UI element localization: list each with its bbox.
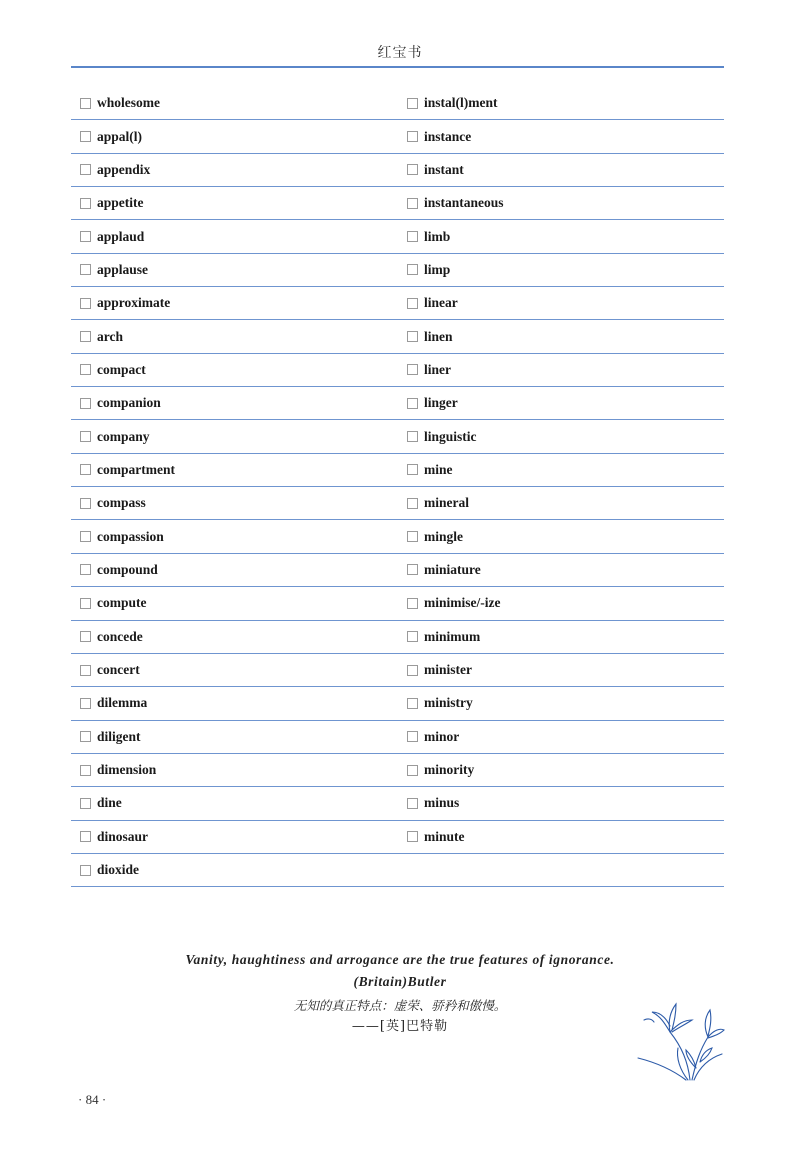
word-entry	[397, 687, 724, 720]
word-entry	[397, 754, 724, 787]
checklist-row	[71, 320, 724, 353]
word-label: wholesome	[97, 95, 160, 111]
word-checkbox[interactable]	[80, 598, 91, 609]
word-checkbox[interactable]	[407, 464, 418, 475]
word-entry	[397, 187, 724, 220]
word-checkbox[interactable]	[80, 264, 91, 275]
word-checkbox[interactable]	[407, 631, 418, 642]
word-entry	[71, 87, 397, 120]
word-checkbox[interactable]	[80, 631, 91, 642]
word-checkbox[interactable]	[80, 464, 91, 475]
word-checkbox[interactable]	[407, 498, 418, 509]
word-checkbox[interactable]	[407, 331, 418, 342]
quote-author-chinese: ——[英]巴特勒	[351, 1019, 449, 1034]
word-checkbox[interactable]	[80, 865, 91, 876]
word-entry	[397, 520, 724, 553]
word-entry	[397, 154, 724, 187]
word-checkbox[interactable]	[80, 765, 91, 776]
page-number: · 84 ·	[78, 1092, 107, 1107]
word-checkbox[interactable]	[80, 831, 91, 842]
checklist-row	[71, 487, 724, 520]
word-label: minimise/-ize	[424, 595, 501, 611]
word-entry	[71, 587, 397, 620]
checklist-row	[71, 287, 724, 320]
word-entry	[71, 821, 397, 854]
word-checkbox[interactable]	[407, 598, 418, 609]
checklist-row	[71, 120, 724, 153]
word-label: approximate	[97, 295, 171, 311]
checklist-row	[71, 187, 724, 220]
word-entry	[71, 420, 397, 453]
checklist-row	[71, 687, 724, 720]
word-checkbox[interactable]	[407, 665, 418, 676]
word-label: miniature	[424, 561, 481, 577]
word-label: concert	[97, 662, 140, 678]
word-label: minimum	[424, 628, 481, 644]
word-entry	[71, 387, 397, 420]
word-label: liner	[424, 361, 451, 377]
word-entry	[397, 721, 724, 754]
word-checkbox[interactable]	[407, 531, 418, 542]
word-checkbox[interactable]	[407, 131, 418, 142]
checklist-row	[71, 420, 724, 453]
word-entry	[397, 854, 724, 887]
word-label: dioxide	[97, 862, 140, 878]
word-label: applause	[97, 261, 149, 277]
word-entry	[397, 87, 724, 120]
word-checkbox[interactable]	[407, 198, 418, 209]
word-label: dimension	[97, 762, 157, 778]
word-entry	[397, 487, 724, 520]
word-label: companion	[97, 395, 161, 411]
word-checkbox[interactable]	[407, 298, 418, 309]
word-entry	[71, 854, 397, 887]
word-checkbox[interactable]	[80, 398, 91, 409]
word-checkbox[interactable]	[80, 564, 91, 575]
word-label: mingle	[424, 528, 463, 544]
word-entry	[71, 621, 397, 654]
word-checkbox[interactable]	[80, 98, 91, 109]
word-label: minority	[424, 762, 475, 778]
word-checkbox[interactable]	[80, 231, 91, 242]
word-checkbox[interactable]	[80, 331, 91, 342]
word-entry	[397, 621, 724, 654]
checklist-row	[71, 787, 724, 820]
word-label: dilemma	[97, 695, 148, 711]
word-label: dine	[97, 795, 122, 811]
checklist-row	[71, 254, 724, 287]
word-entry	[71, 454, 397, 487]
word-label: compass	[97, 495, 146, 511]
word-entry	[397, 787, 724, 820]
word-entry	[71, 654, 397, 687]
checklist-row	[71, 554, 724, 587]
word-entry	[71, 487, 397, 520]
word-entry	[71, 287, 397, 320]
checklist-row	[71, 154, 724, 187]
checklist-row	[71, 821, 724, 854]
word-checkbox[interactable]	[407, 831, 418, 842]
word-label: appetite	[97, 195, 144, 211]
word-entry	[397, 654, 724, 687]
word-label: instal(l)ment	[424, 95, 498, 111]
word-entry	[397, 287, 724, 320]
vocabulary-checklist	[71, 87, 724, 887]
word-entry	[397, 587, 724, 620]
word-entry	[397, 120, 724, 153]
word-label: minus	[424, 795, 460, 811]
word-label: arch	[97, 328, 123, 344]
quote-author-english: (Britain)Butler	[353, 974, 447, 989]
word-entry	[71, 687, 397, 720]
word-label: compact	[97, 361, 146, 377]
word-label: compartment	[97, 461, 175, 477]
word-label: ministry	[424, 695, 473, 711]
header-rule	[71, 66, 724, 68]
word-checkbox[interactable]	[80, 731, 91, 742]
checklist-row	[71, 520, 724, 553]
word-entry	[71, 520, 397, 553]
word-entry	[71, 154, 397, 187]
word-label: linger	[424, 395, 458, 411]
checklist-row	[71, 354, 724, 387]
word-entry	[397, 387, 724, 420]
word-entry	[397, 821, 724, 854]
checklist-row	[71, 621, 724, 654]
word-checkbox[interactable]	[407, 164, 418, 175]
quote-english: Vanity, haughtiness and arrogance are the true features of ignorance.	[185, 952, 615, 967]
word-entry	[71, 554, 397, 587]
word-entry	[71, 187, 397, 220]
word-label: limp	[424, 261, 451, 277]
word-label: company	[97, 428, 150, 444]
word-entry	[71, 220, 397, 253]
word-checkbox[interactable]	[80, 531, 91, 542]
word-checkbox[interactable]	[407, 364, 418, 375]
word-checkbox[interactable]	[407, 698, 418, 709]
word-checkbox[interactable]	[80, 298, 91, 309]
checklist-row	[71, 220, 724, 253]
word-checkbox[interactable]	[407, 798, 418, 809]
word-entry	[397, 220, 724, 253]
word-label: instantaneous	[424, 195, 504, 211]
word-entry	[71, 120, 397, 153]
word-label: instant	[424, 161, 464, 177]
word-checkbox[interactable]	[80, 698, 91, 709]
word-label: applaud	[97, 228, 145, 244]
word-label: mineral	[424, 495, 469, 511]
word-label: minor	[424, 728, 460, 744]
word-checkbox[interactable]	[407, 264, 418, 275]
word-label: concede	[97, 628, 143, 644]
word-label: minute	[424, 828, 465, 844]
word-label: linguistic	[424, 428, 477, 444]
word-checkbox[interactable]	[407, 398, 418, 409]
checklist-row	[71, 454, 724, 487]
word-checkbox[interactable]	[407, 231, 418, 242]
checklist-row	[71, 721, 724, 754]
word-entry	[397, 254, 724, 287]
checklist-row	[71, 754, 724, 787]
checklist-row	[71, 854, 724, 887]
word-checkbox[interactable]	[80, 498, 91, 509]
word-checkbox[interactable]	[80, 364, 91, 375]
word-entry	[397, 454, 724, 487]
word-label: instance	[424, 128, 472, 144]
word-label: mine	[424, 461, 453, 477]
word-label: compound	[97, 561, 158, 577]
checklist-row	[71, 387, 724, 420]
word-checkbox[interactable]	[80, 665, 91, 676]
word-label: dinosaur	[97, 828, 149, 844]
word-checkbox[interactable]	[80, 164, 91, 175]
word-checkbox[interactable]	[407, 98, 418, 109]
word-entry	[397, 320, 724, 353]
word-entry	[71, 354, 397, 387]
word-entry	[397, 420, 724, 453]
word-checkbox[interactable]	[80, 198, 91, 209]
word-label: compassion	[97, 528, 164, 544]
word-entry	[71, 787, 397, 820]
word-label: minister	[424, 662, 472, 678]
word-label: appendix	[97, 161, 151, 177]
word-checkbox[interactable]	[80, 798, 91, 809]
word-label: appal(l)	[97, 128, 143, 144]
checklist-row	[71, 587, 724, 620]
running-header: 红宝书	[377, 45, 423, 61]
quote-chinese: 无知的真正特点：虚荣、骄矜和傲慢。	[293, 998, 507, 1013]
word-entry	[71, 721, 397, 754]
word-checkbox[interactable]	[80, 431, 91, 442]
word-entry	[71, 254, 397, 287]
word-checkbox[interactable]	[407, 765, 418, 776]
word-checkbox[interactable]	[407, 731, 418, 742]
word-entry	[397, 554, 724, 587]
word-entry	[397, 354, 724, 387]
word-checkbox[interactable]	[407, 431, 418, 442]
word-label: linear	[424, 295, 458, 311]
word-entry	[71, 754, 397, 787]
word-label: diligent	[97, 728, 141, 744]
word-checkbox[interactable]	[407, 564, 418, 575]
word-checkbox[interactable]	[80, 131, 91, 142]
word-entry	[71, 320, 397, 353]
orchid-illustration	[630, 992, 725, 1082]
checklist-row	[71, 654, 724, 687]
checklist-row	[71, 87, 724, 120]
word-label: linen	[424, 328, 453, 344]
word-label: compute	[97, 595, 147, 611]
word-label: limb	[424, 228, 451, 244]
